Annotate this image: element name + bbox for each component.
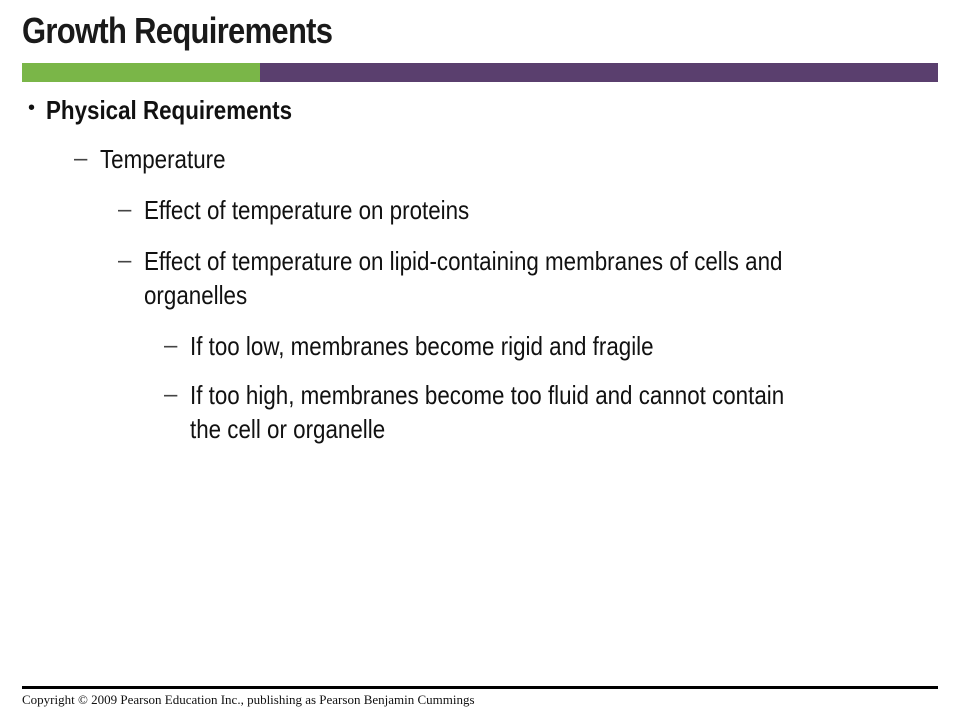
- dash-marker: –: [164, 381, 178, 408]
- sub-bullet-proteins: Effect of temperature on proteins: [144, 195, 470, 225]
- sub-bullet-too-high-line2: the cell or organelle: [190, 414, 386, 444]
- sub-bullet-membranes-line2: organelles: [144, 280, 248, 310]
- title-accent-bar-green: [22, 63, 260, 82]
- title-accent-bar-purple: [260, 63, 938, 82]
- sub-bullet-temperature: Temperature: [100, 144, 226, 174]
- dash-marker: –: [164, 332, 178, 359]
- dash-marker: –: [74, 145, 88, 172]
- sub-bullet-membranes-line1: Effect of temperature on lipid-containing membranes of cells and: [144, 246, 783, 276]
- sub-bullet-too-high-line1: If too high, membranes become too fluid and cannot contain: [190, 380, 785, 410]
- bullet-marker: •: [28, 97, 36, 119]
- dash-marker: –: [118, 196, 132, 223]
- footer-copyright: Copyright © 2009 Pearson Education Inc., publishing as Pearson Benjamin Cummings: [22, 692, 475, 707]
- slide-title: Growth Requirements: [22, 10, 333, 51]
- bullet-physical-requirements: Physical Requirements: [46, 95, 293, 125]
- dash-marker: –: [118, 247, 132, 274]
- sub-bullet-too-low: If too low, membranes become rigid and fragile: [190, 331, 654, 361]
- footer-divider: [22, 686, 938, 689]
